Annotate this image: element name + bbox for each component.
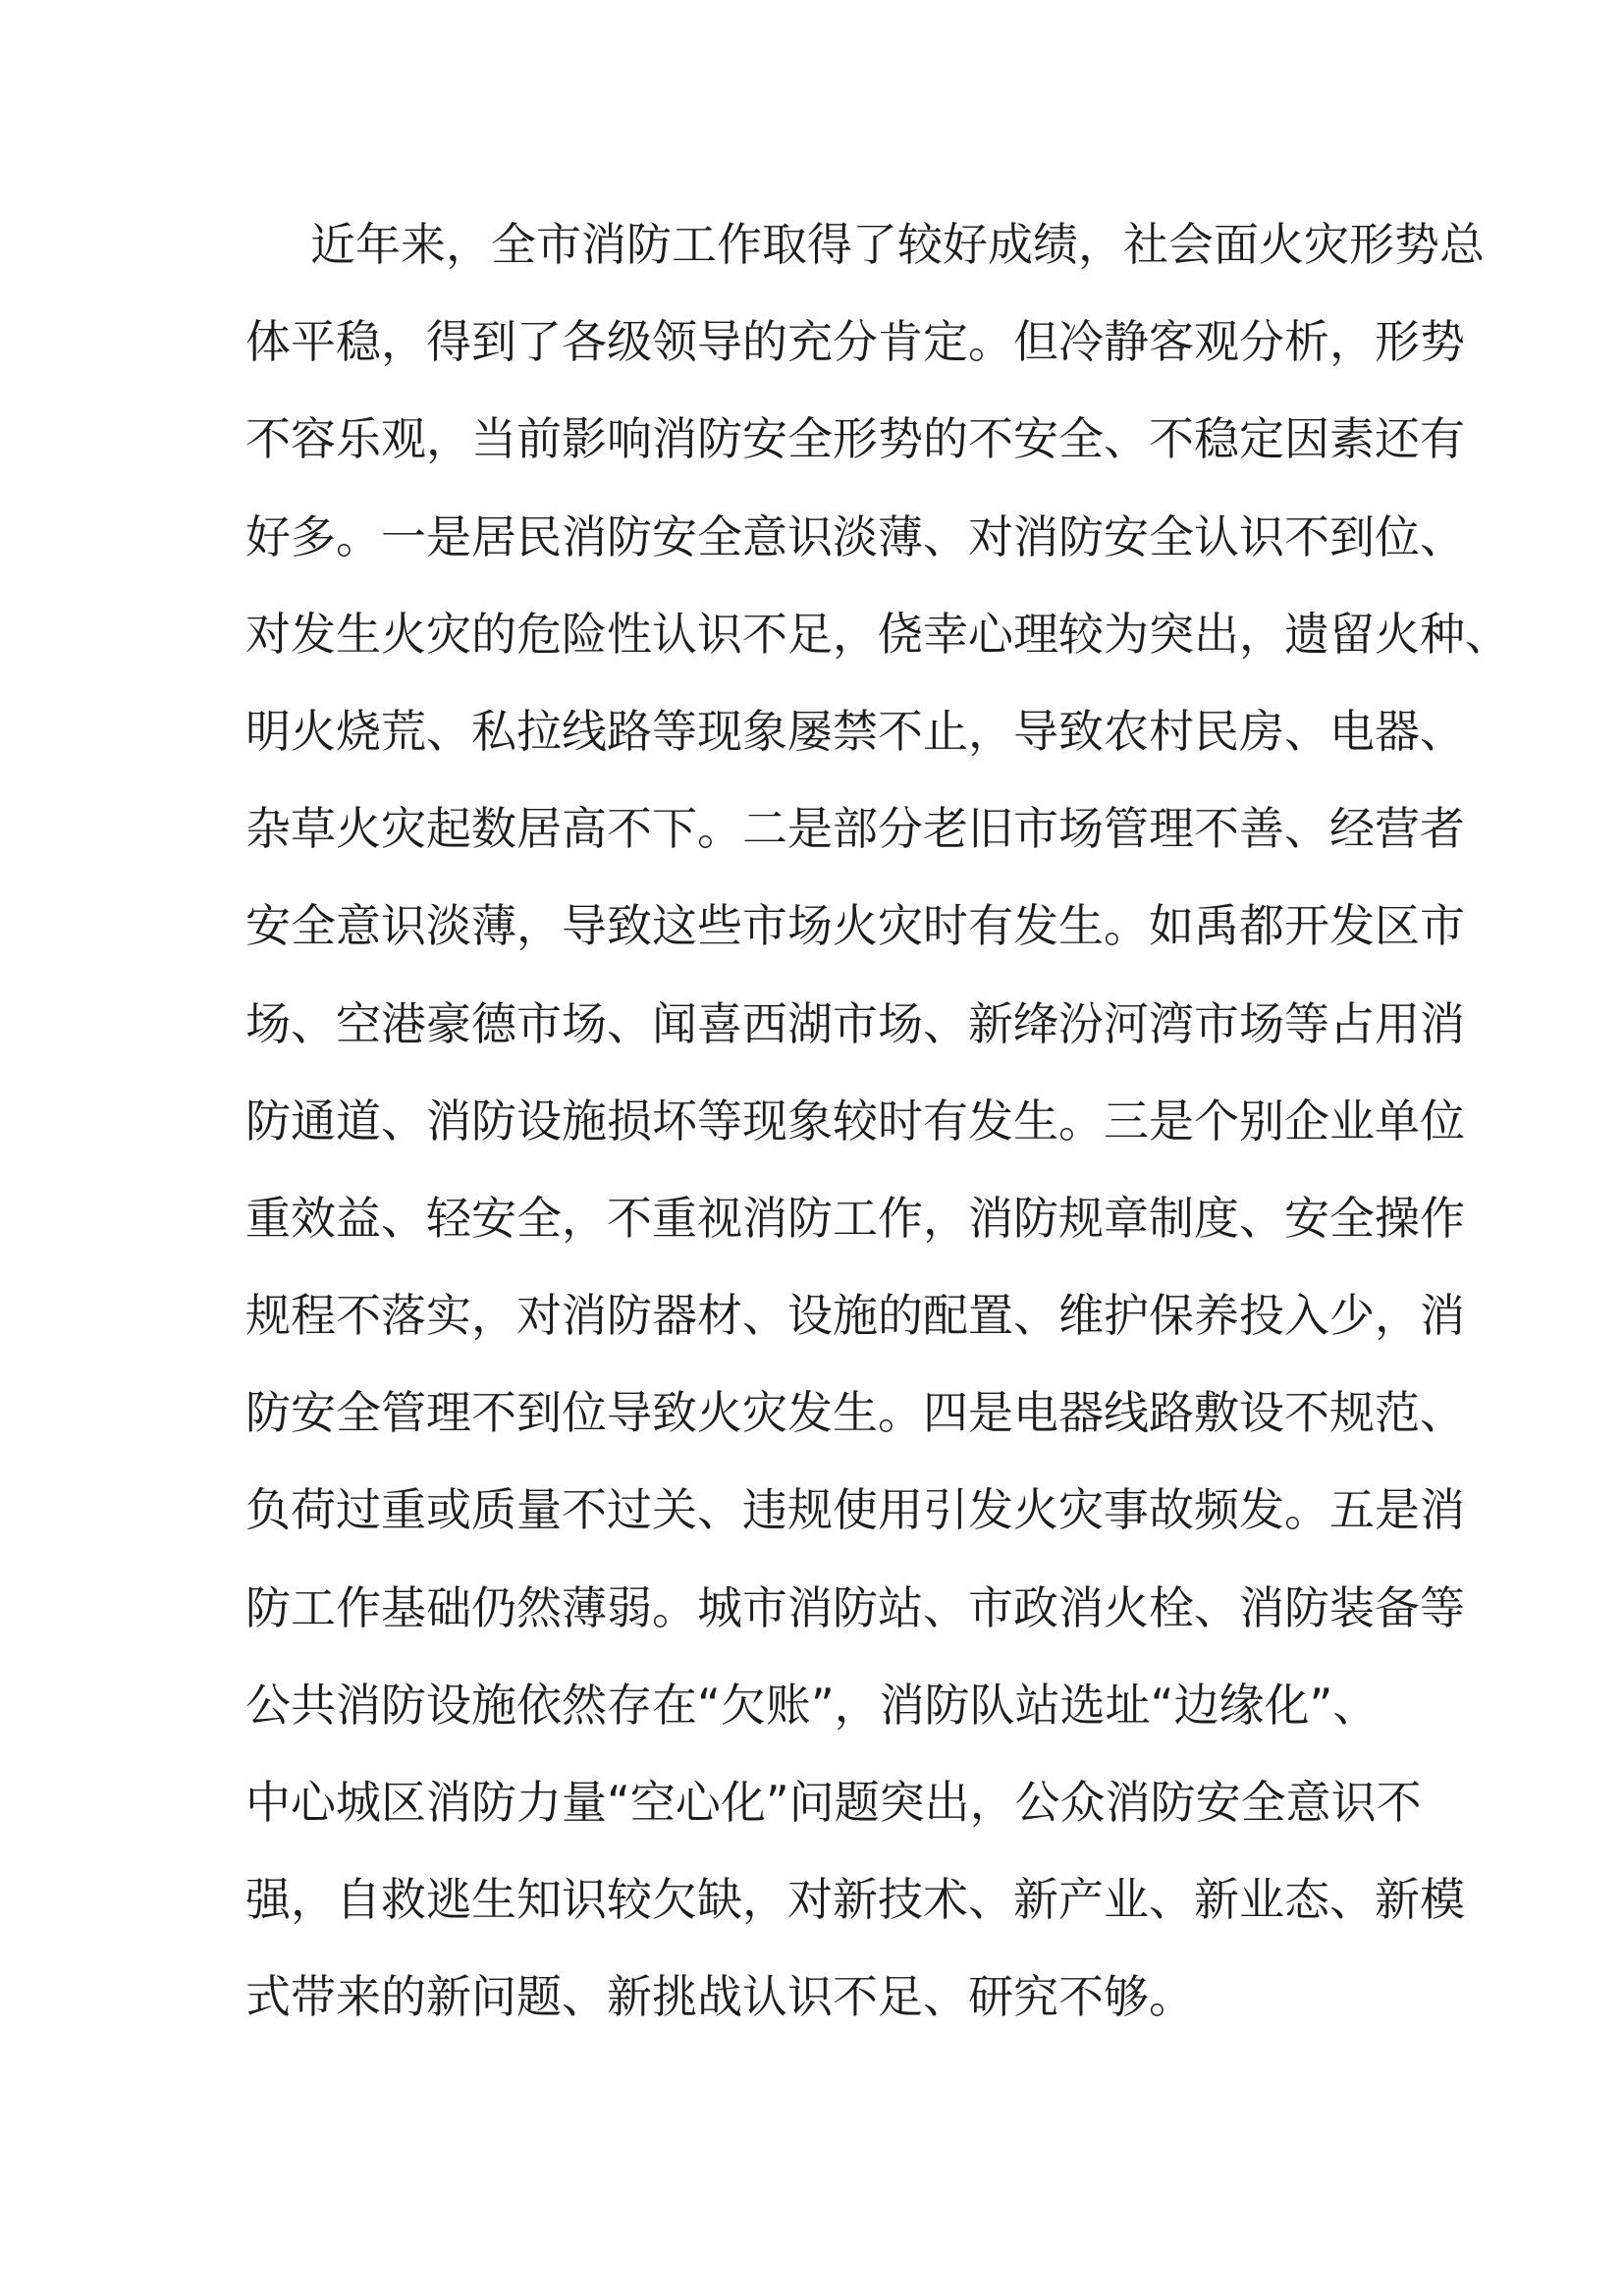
paragraph-line: 好多。一是居民消防安全意识淡薄、对消防安全认识不到位、 — [245, 509, 1465, 563]
paragraph-line: 公共消防设施依然存在“欠账”，消防队站选址“边缘化”、 — [245, 1678, 1379, 1732]
paragraph-line: 杂草火灾起数居高不下。二是部分老旧市场管理不善、经营者 — [245, 802, 1465, 856]
paragraph-line: 防安全管理不到位导致火灾发生。四是电器线路敷设不规范、 — [245, 1386, 1465, 1440]
paragraph-line: 负荷过重或质量不过关、违规使用引发火灾事故频发。五是消 — [245, 1483, 1465, 1537]
paragraph-line: 重效益、轻安全，不重视消防工作，消防规章制度、安全操作 — [245, 1191, 1465, 1245]
paragraph-line: 中心城区消防力量“空心化”问题突出，公众消防安全意识不 — [245, 1776, 1422, 1829]
paragraph-line: 强，自救逃生知识较欠缺，对新技术、新产业、新业态、新模 — [245, 1873, 1465, 1927]
paragraph-line: 安全意识淡薄，导致这些市场火灾时有发生。如禹都开发区市 — [245, 899, 1465, 953]
paragraph-line: 明火烧荒、私拉线路等现象屡禁不止，导致农村民房、电器、 — [245, 704, 1465, 758]
body-paragraph — [245, 196, 1510, 2047]
paragraph-line: 不容乐观，当前影响消防安全形势的不安全、不稳定因素还有 — [245, 412, 1465, 466]
paragraph-line: 近年来，全市消防工作取得了较好成绩，社会面火灾形势总 — [310, 218, 1485, 271]
paragraph-line: 防工作基础仍然薄弱。城市消防站、市政消火栓、消防装备等 — [245, 1580, 1465, 1634]
paragraph-line: 规程不落实，对消防器材、设施的配置、维护保养投入少，消 — [245, 1289, 1465, 1343]
paragraph-line: 场、空港豪德市场、闻喜西湖市场、新绛汾河湾市场等占用消 — [245, 996, 1465, 1050]
paragraph-line: 式带来的新问题、新挑战认识不足、研究不够。 — [245, 1970, 1194, 2024]
paragraph-line: 对发生火灾的危险性认识不足，侥幸心理较为突出，遗留火种、 — [245, 607, 1510, 661]
paragraph-line: 防通道、消防设施损坏等现象较时有发生。三是个别企业单位 — [245, 1094, 1465, 1148]
paragraph-line: 体平稳，得到了各级领导的充分肯定。但冷静客观分析，形势 — [245, 315, 1465, 369]
